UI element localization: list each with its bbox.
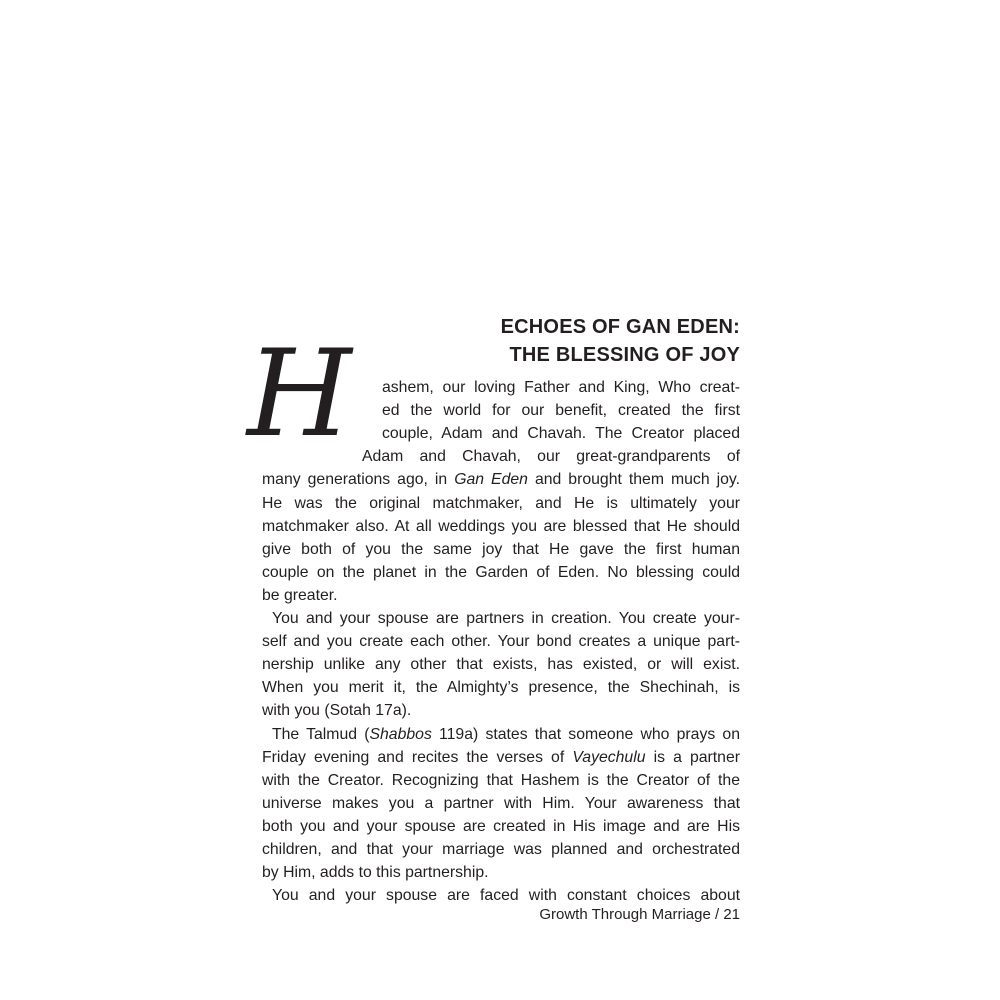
running-footer: Growth Through Marriage / 21: [539, 906, 740, 923]
line-text: ashem, our loving Father and King, Who creat-: [382, 379, 740, 396]
line-text-pre: Friday evening and recites the verses of: [262, 748, 573, 766]
text-line: [262, 723, 740, 746]
text-line: [262, 861, 740, 884]
text-line: [262, 630, 740, 653]
text-line: [362, 445, 740, 468]
heading-line-1: ECHOES OF GAN EDEN:: [500, 316, 740, 338]
drop-cap-letter: H: [247, 325, 352, 464]
text-line: [262, 653, 740, 676]
line-text: When you merit it, the Almighty’s presence, the Shechinah, is: [262, 679, 740, 697]
line-text: self and you create each other. Your bond creates a unique part-: [262, 633, 740, 651]
italic-term: Gan Eden: [454, 471, 528, 489]
line-text: by Him, adds to this partnership.: [262, 864, 489, 882]
line-text-post: is a partner: [645, 748, 740, 766]
text-line: [262, 746, 740, 769]
line-text: with you (Sotah 17a).: [262, 702, 412, 720]
line-text: universe makes you a partner with Him. Your awareness that: [262, 794, 740, 812]
line-text: both you and your spouse are created in His image and are His: [262, 817, 740, 835]
text-line: [262, 792, 740, 815]
heading-line-2: THE BLESSING OF JOY: [509, 344, 740, 366]
text-line: [262, 884, 740, 907]
line-text: Adam and Chavah, our great-grandparents of: [362, 448, 740, 466]
line-text: ed the world for our benefit, created the first: [382, 402, 740, 420]
line-text-post: 119a) states that someone who prays on: [431, 725, 740, 743]
line-text: couple on the planet in the Garden of Eden. No blessing could: [262, 563, 740, 581]
text-line: [262, 468, 740, 491]
line-text-pre: The Talmud (: [272, 725, 370, 743]
line-text: He was the original matchmaker, and He is ultimately your: [262, 494, 740, 512]
text-line: [262, 699, 740, 722]
chapter-heading: [501, 313, 740, 369]
line-text: nership unlike any other that exists, has existed, or will exist.: [262, 656, 740, 674]
text-line: [382, 422, 740, 445]
text-line: [262, 492, 740, 515]
line-text: with the Creator. Recognizing that Hashem is the Creator of the: [262, 771, 740, 789]
line-text: be greater.: [262, 586, 338, 604]
text-line: [262, 838, 740, 861]
line-text: give both of you the same joy that He gave the first human: [262, 540, 740, 558]
text-line: [262, 584, 740, 607]
italic-term: Vayechulu: [572, 748, 646, 766]
text-line: [262, 676, 740, 699]
italic-term: Shabbos: [369, 725, 432, 743]
line-text: You and your spouse are partners in creation. You create your-: [272, 610, 740, 627]
text-line: [262, 561, 740, 584]
text-line: [262, 815, 740, 838]
text-line: [262, 607, 740, 630]
line-text: matchmaker also. At all weddings you are blessed that He should: [262, 517, 740, 535]
line-text: You and your spouse are faced with constant choices about: [272, 887, 740, 905]
text-line: [382, 399, 740, 422]
line-text-pre: many generations ago, in: [262, 471, 455, 489]
text-line: [262, 769, 740, 792]
text-line: [382, 376, 740, 399]
text-line: [262, 515, 740, 538]
text-line: [262, 538, 740, 561]
line-text: couple, Adam and Chavah. The Creator placed: [382, 425, 740, 443]
line-text: children, and that your marriage was planned and orchestrated: [262, 841, 740, 858]
line-text-post: and brought them much joy.: [527, 471, 741, 489]
